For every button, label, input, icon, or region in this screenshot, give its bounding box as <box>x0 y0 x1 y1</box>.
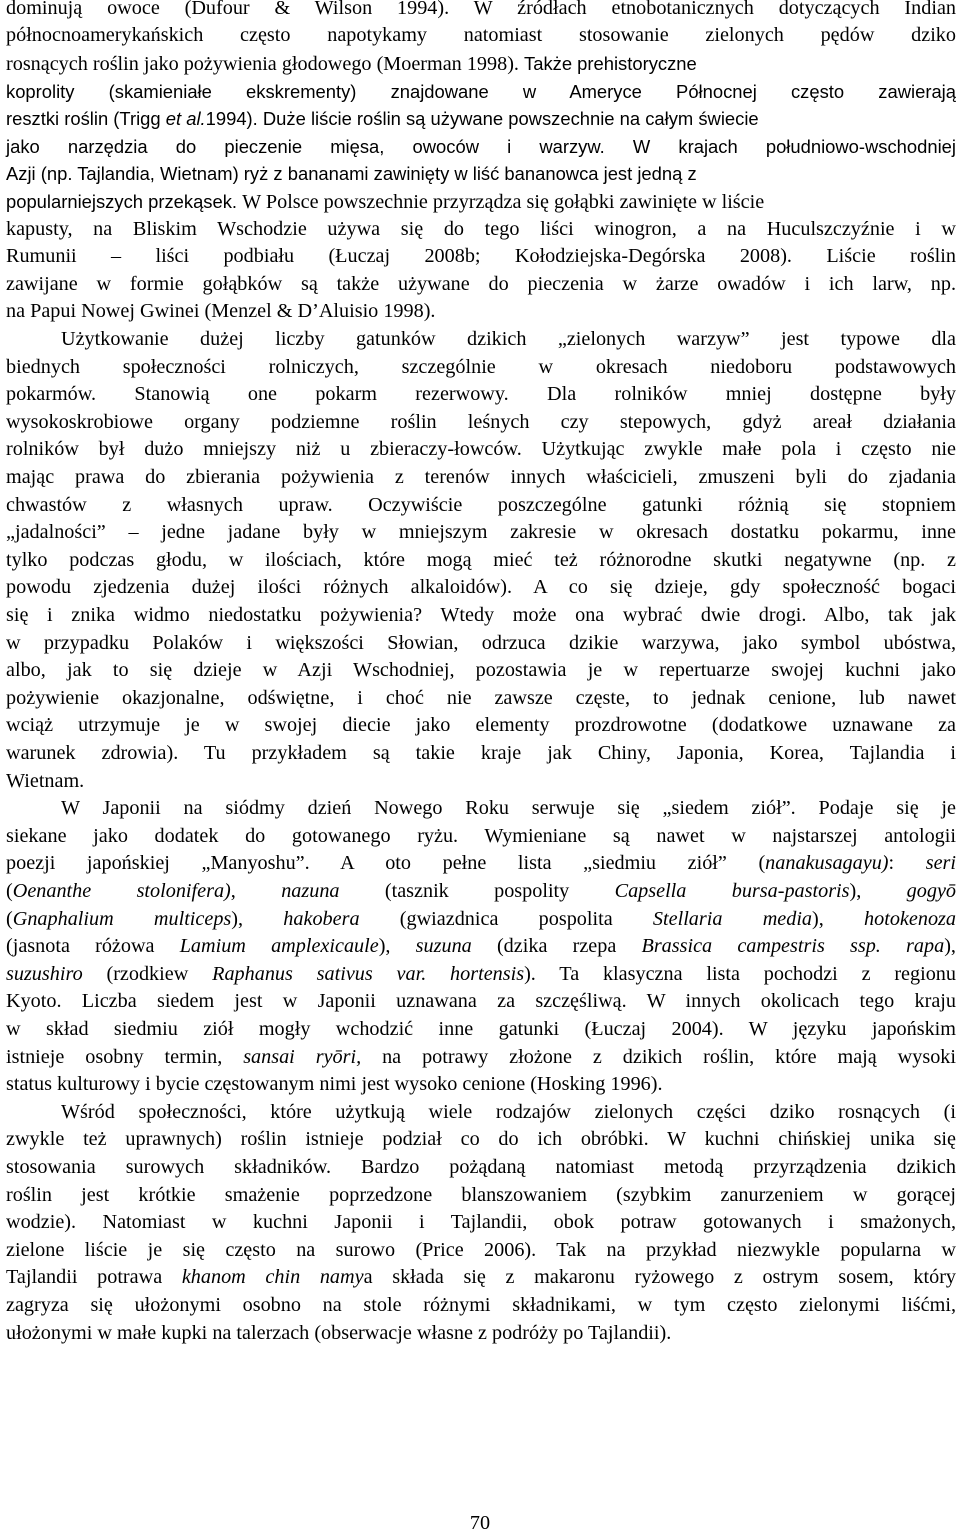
text-line <box>6 464 956 492</box>
text-line <box>6 850 956 878</box>
text-run: Rumunii – liści podbiału (Łuczaj 2008b; Kołodziejska-Degórska 2008). Liście roślin <box>6 245 956 267</box>
text-line <box>6 0 956 23</box>
text-run: kapusty, na Bliskim Wschodzie używa się do tego liści winogron, a na Huculszczyźnie i w <box>6 218 956 240</box>
text-run: resztki roślin (Trigg <box>6 108 166 129</box>
italic-text: Gnaphalium multiceps <box>12 908 232 930</box>
text-run: północnoamerykańskich często napotykamy natomiast stosowanie zielonych pędów dziko <box>6 24 956 46</box>
text-run: a składa się z makaronu ryżowego z ostrym sosem, który <box>363 1266 957 1288</box>
text-run: siekane jako dodatek do gotowanego ryżu. Wymieniane są nawet w najstarszej antologii <box>6 825 956 847</box>
text-line <box>6 712 956 740</box>
text-line <box>6 933 956 961</box>
text-run: warunek zdrowia). Tu przykładem są takie kraje jak Chiny, Japonia, Korea, Tajlandia i <box>6 742 956 764</box>
italic-text: khanom chin namy <box>181 1266 364 1288</box>
text-run: powodu zjedzenia dużej ilości różnych alkaloidów). A co się dzieje, gdy społeczność bogaci <box>6 576 956 598</box>
text-line <box>6 574 956 602</box>
text-run: dominują owoce (Dufour & Wilson 1994). W źródłach etnobotanicznych dotyczących Indian <box>6 0 956 19</box>
text-run: (tasznik pospolity <box>339 880 615 902</box>
text-run: rolników był dużo mniejszy niż u zbieraczy-łowców. Użytkując zwykle małe pola i często nie <box>6 438 956 460</box>
text-line <box>6 1044 956 1072</box>
text-run: Duże liście roślin są używane powszechnie na całym świecie <box>262 108 759 129</box>
text-run: ), <box>378 935 416 957</box>
text-run: ), <box>812 908 865 930</box>
text-line <box>6 519 956 547</box>
text-run: wodzie). Natomiast w kuchni Japonii i Tajlandii, obok potraw gotowanych i smażonych, <box>6 1211 956 1233</box>
text-run: w skład siedmiu ziół mogły wchodzić inne gatunki (Łuczaj 2004). W języku japońskim <box>6 1018 956 1040</box>
text-line <box>6 354 956 382</box>
text-run: tylko podczas głodu, w ilościach, które mogą mieć też różnorodne skutki negatywne (np. z <box>6 549 956 571</box>
text-line <box>6 1071 956 1099</box>
text-run: wciąż utrzymuje je w swojej diecie jako elementy prozdrowotne (dodatkowe uznawane za <box>6 714 956 736</box>
page-number: 70 <box>469 1512 491 1534</box>
text-line <box>6 243 956 271</box>
text-line <box>6 271 956 299</box>
text-run: istnieje osobny termin, <box>6 1046 244 1068</box>
text-run: na Papui Nowej Gwinei (Menzel & D’Aluisio 1998). <box>6 300 436 322</box>
text-run: jako narzędzia do pieczenie mięsa, owoców i warzyw. W krajach południowo-wschodniej <box>6 136 956 157</box>
text-line <box>6 685 956 713</box>
text-line <box>6 988 956 1016</box>
italic-text: suzuna <box>415 935 472 957</box>
text-run: 1994). <box>205 108 263 129</box>
text-run: się i znika widmo niedostatku pożywienia? Wtedy może ona wybrać dwie drogi. Albo, tak jak <box>6 604 956 626</box>
text-run: rosnących roślin jako pożywienia głodowego (Moerman 1998). <box>6 53 525 75</box>
italic-text: nazuna <box>281 880 340 902</box>
text-line <box>6 1320 956 1348</box>
italic-text: Raphanus sativus var. hortensis <box>212 963 525 985</box>
text-run: pożywienie okazjonalne, odświętne, i choć nie zawsze częste, to jednak cenione, lub nawet <box>6 687 956 709</box>
text-line <box>6 409 956 437</box>
text-run: ( <box>6 908 13 930</box>
italic-text: gogyō <box>906 880 956 902</box>
text-run: W Polsce powszechnie przyrządza się gołąbki zawinięte w liście <box>242 191 765 213</box>
text-line <box>6 50 956 78</box>
text-run: koprolity (skamieniałe ekskrementy) znajdowane w Ameryce Północnej często zawierają <box>6 81 956 102</box>
text-line <box>6 216 956 244</box>
italic-text: suzushiro <box>6 963 83 985</box>
text-line <box>6 326 956 354</box>
text-run: wysokoskrobiowe organy podziemne roślin leśnych czy stepowych, gdyż areał działania <box>6 411 956 433</box>
text-line <box>6 657 956 685</box>
text-run: , <box>230 880 282 902</box>
italic-text: Oenanthe stolonifera) <box>12 880 231 902</box>
text-run: na potrawy złożone z dzikich roślin, które mają wysoki <box>361 1046 957 1068</box>
text-line <box>6 1182 956 1210</box>
text-line <box>6 1154 956 1182</box>
text-line <box>6 878 956 906</box>
text-run: ), <box>944 935 956 957</box>
text-line <box>6 78 956 106</box>
text-line <box>6 188 956 216</box>
text-line <box>6 133 956 161</box>
text-line <box>6 160 956 188</box>
text-run: ), <box>231 908 284 930</box>
italic-text: Brassica campestris ssp. rapa <box>641 935 945 957</box>
text-run: zwykle też uprawnych) roślin istnieje podział co do ich obróbki. W kuchni chińskiej unika się <box>6 1128 956 1150</box>
text-run: W Japonii na siódmy dzień Nowego Roku serwuje się „siedem ziół”. Podaje się je <box>61 797 956 819</box>
italic-text: Stellaria media <box>652 908 813 930</box>
text-run: : <box>888 852 926 874</box>
text-run: (rzodkiew <box>82 963 213 985</box>
text-run: mając prawa do zbierania pożywienia z terenów innych właścicieli, zmuszeni byli do zjadania <box>6 466 956 488</box>
text-line <box>6 1264 956 1292</box>
italic-text: seri <box>925 852 956 874</box>
text-run: (jasnota różowa <box>6 935 180 957</box>
text-run: pokarmów. Stanowią one pokarm rezerwowy. Dla rolników mniej dostępne były <box>6 383 956 405</box>
text-run: poezji japońskiej „Manyoshu”. A oto pełne lista „siedmiu ziół” ( <box>6 852 766 874</box>
italic-text: Lamium amplexicaule <box>179 935 379 957</box>
text-line <box>6 436 956 464</box>
text-run: Wietnam. <box>6 770 85 792</box>
text-line <box>6 105 956 133</box>
text-line <box>6 381 956 409</box>
text-run: (gwiazdnica pospolita <box>359 908 653 930</box>
text-run: popularniejszych przekąsek. <box>6 191 243 212</box>
text-run: Wśród społeczności, które użytkują wiele rodzajów zielonych części dziko rosnących (i <box>61 1101 956 1123</box>
text-line <box>6 1126 956 1154</box>
italic-text: nanakusagayu) <box>765 852 889 874</box>
text-run: ( <box>6 880 13 902</box>
text-line <box>6 1237 956 1265</box>
text-line <box>6 740 956 768</box>
text-run: Także prehistoryczne <box>524 53 697 74</box>
text-run: zagryza się ułożonymi osobno na stole różnymi składnikami, w tym często zielonymi liśćmi, <box>6 1294 956 1316</box>
text-run: Kyoto. Liczba siedem jest w Japonii uznawana za szczęśliwą. W innych okolicach tego kraju <box>6 990 956 1012</box>
italic-text: sansai ryōri, <box>243 1046 362 1068</box>
text-line <box>6 298 956 326</box>
text-run: status kulturowy i bycie częstowanym nimi jest wysoko cenione (Hosking 1996). <box>6 1073 663 1095</box>
text-run: ). Ta klasyczna lista pochodzi z regionu <box>524 963 956 985</box>
text-run: stosowania surowych składników. Bardzo pożądaną natomiast metodą przyrządzenia dzikich <box>6 1156 956 1178</box>
text-run: zielone liście je się często na surowo (Price 2006). Tak na przykład niezwykle popularna w <box>6 1239 956 1261</box>
text-line <box>6 823 956 851</box>
text-run: ułożonymi w małe kupki na talerzach (obserwacje własne z podróży po Tajlandii). <box>6 1322 672 1344</box>
text-line <box>6 22 956 50</box>
text-run: Tajlandii potrawa <box>6 1266 182 1288</box>
text-line <box>6 1099 956 1127</box>
text-line <box>6 547 956 575</box>
text-run: (dzika rzepa <box>471 935 642 957</box>
text-line <box>6 1209 956 1237</box>
text-line <box>6 795 956 823</box>
text-run: roślin jest krótkie smażenie poprzedzone blanszowaniem (szybkim zanurzeniem w gorącej <box>6 1184 956 1206</box>
italic-text: et al. <box>165 108 206 129</box>
text-run: „jadalności” – jedne jadane były w mniejszym zakresie w okresach dostatku pokarmu, inne <box>6 521 956 543</box>
italic-text: Capsella bursa-pastoris <box>614 880 850 902</box>
text-run: Azji (np. Tajlandia, Wietnam) ryż z bananami zawinięty w liść bananowca jest jedną z <box>6 163 697 184</box>
text-line <box>6 630 956 658</box>
text-run: albo, jak to się dzieje w Azji Wschodniej, pozostawia je w repertuarze swojej kuchni jako <box>6 659 956 681</box>
text-line <box>6 1292 956 1320</box>
text-line <box>6 602 956 630</box>
text-run: ), <box>849 880 907 902</box>
text-run: Użytkowanie dużej liczby gatunków dzikich „zielonych warzyw” jest typowe dla <box>61 328 956 350</box>
text-run: w przypadku Polaków i większości Słowian, odrzuca dzikie warzywa, jako symbol ubóstwa, <box>6 632 956 654</box>
text-line <box>6 961 956 989</box>
text-run: biednych społeczności rolniczych, szczególnie w okresach niedoboru podstawowych <box>6 356 956 378</box>
text-run: chwastów z własnych upraw. Oczywiście poszczególne gatunki różnią się stopniem <box>6 494 956 516</box>
text-line <box>6 492 956 520</box>
text-run: zawijane w formie gołąbków są także używane do pieczenia w żarze owadów i ich larw, np. <box>6 273 956 295</box>
text-line <box>6 768 956 796</box>
italic-text: hotokenoza <box>864 908 956 930</box>
text-line <box>6 906 956 934</box>
text-line <box>6 1016 956 1044</box>
italic-text: hakobera <box>283 908 360 930</box>
